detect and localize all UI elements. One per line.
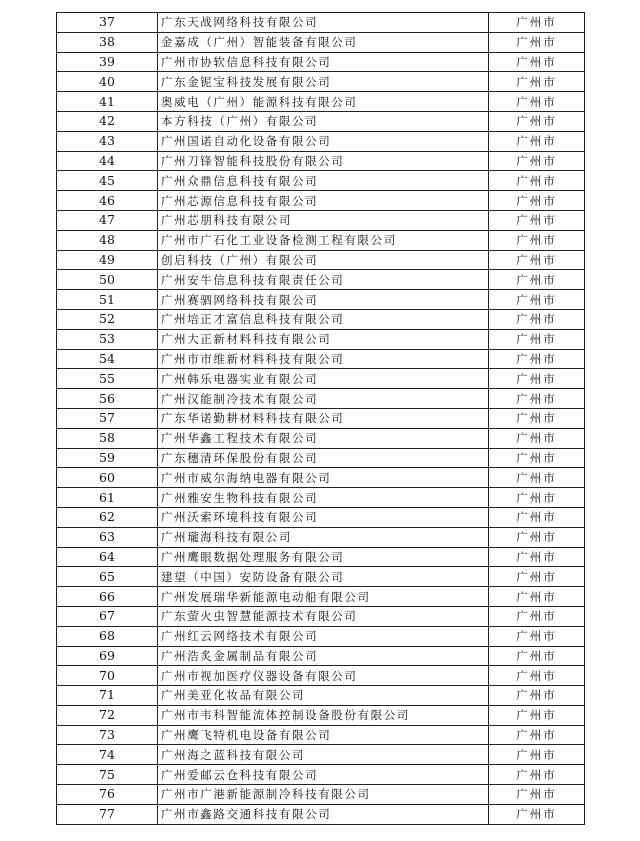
row-number: 61	[57, 488, 158, 508]
row-number: 43	[57, 131, 158, 151]
table-row	[57, 111, 585, 131]
company-name: 广州市视加医疗仪器设备有限公司	[158, 666, 489, 686]
row-number: 75	[57, 765, 158, 785]
table-row	[57, 745, 585, 765]
company-name: 广州芯朋科技有限公司	[158, 210, 489, 230]
company-name: 广州发展瑞华新能源电动船有限公司	[158, 587, 489, 607]
company-name: 本方科技（广州）有限公司	[158, 111, 489, 131]
city-name: 广州市	[489, 32, 585, 52]
table-row	[57, 290, 585, 310]
table-row	[57, 626, 585, 646]
city-name: 广州市	[489, 686, 585, 706]
city-name: 广州市	[489, 210, 585, 230]
company-name: 广州市韦科智能流体控制设备股份有限公司	[158, 705, 489, 725]
company-name: 广州芯源信息科技有限公司	[158, 191, 489, 211]
company-name: 广州沃索环境科技有限公司	[158, 507, 489, 527]
row-number: 44	[57, 151, 158, 171]
city-name: 广州市	[489, 270, 585, 290]
company-name: 广州刀锋智能科技股份有限公司	[158, 151, 489, 171]
table-row	[57, 92, 585, 112]
city-name: 广州市	[489, 389, 585, 409]
city-name: 广州市	[489, 309, 585, 329]
row-number: 73	[57, 725, 158, 745]
company-name: 广东天战网络科技有限公司	[158, 13, 489, 33]
company-name: 广州汉能制冷技术有限公司	[158, 389, 489, 409]
city-name: 广州市	[489, 290, 585, 310]
city-name: 广州市	[489, 507, 585, 527]
city-name: 广州市	[489, 527, 585, 547]
city-name: 广州市	[489, 547, 585, 567]
company-name: 广州众鼎信息科技有限公司	[158, 171, 489, 191]
table-row	[57, 72, 585, 92]
city-name: 广州市	[489, 666, 585, 686]
company-name: 广州市市维新材料科技有限公司	[158, 349, 489, 369]
row-number: 40	[57, 72, 158, 92]
city-name: 广州市	[489, 52, 585, 72]
company-name: 广州市广港新能源制冷科技有限公司	[158, 785, 489, 805]
city-name: 广州市	[489, 488, 585, 508]
company-name: 广州浩炙金属制品有限公司	[158, 646, 489, 666]
table-row	[57, 171, 585, 191]
table-row	[57, 488, 585, 508]
row-number: 41	[57, 92, 158, 112]
row-number: 51	[57, 290, 158, 310]
row-number: 77	[57, 804, 158, 824]
table-row	[57, 567, 585, 587]
city-name: 广州市	[489, 745, 585, 765]
table-row	[57, 468, 585, 488]
table-row	[57, 804, 585, 824]
row-number: 54	[57, 349, 158, 369]
row-number: 49	[57, 250, 158, 270]
row-number: 64	[57, 547, 158, 567]
table-row	[57, 32, 585, 52]
table-row	[57, 349, 585, 369]
company-name: 广州市协软信息科技有限公司	[158, 52, 489, 72]
city-name: 广州市	[489, 765, 585, 785]
table-row	[57, 705, 585, 725]
city-name: 广州市	[489, 250, 585, 270]
document-page	[56, 12, 584, 825]
company-name: 广东金铌宝科技发展有限公司	[158, 72, 489, 92]
table-row	[57, 389, 585, 409]
row-number: 52	[57, 309, 158, 329]
city-name: 广州市	[489, 468, 585, 488]
row-number: 70	[57, 666, 158, 686]
row-number: 67	[57, 606, 158, 626]
company-name: 建望（中国）安防设备有限公司	[158, 567, 489, 587]
table-row	[57, 210, 585, 230]
city-name: 广州市	[489, 567, 585, 587]
company-name: 广州海之蓝科技有限公司	[158, 745, 489, 765]
row-number: 53	[57, 329, 158, 349]
company-name: 广东华诺勤耕材料科技有限公司	[158, 408, 489, 428]
city-name: 广州市	[489, 329, 585, 349]
city-name: 广州市	[489, 448, 585, 468]
company-name: 金嘉成（广州）智能装备有限公司	[158, 32, 489, 52]
table-row	[57, 270, 585, 290]
city-name: 广州市	[489, 606, 585, 626]
table-row	[57, 428, 585, 448]
company-name: 奥威电（广州）能源科技有限公司	[158, 92, 489, 112]
company-name: 广州市鑫路交通科技有限公司	[158, 804, 489, 824]
row-number: 39	[57, 52, 158, 72]
city-name: 广州市	[489, 13, 585, 33]
company-list-body	[57, 13, 585, 825]
row-number: 68	[57, 626, 158, 646]
city-name: 广州市	[489, 804, 585, 824]
company-name: 广州鹰飞特机电设备有限公司	[158, 725, 489, 745]
row-number: 59	[57, 448, 158, 468]
table-row	[57, 448, 585, 468]
row-number: 47	[57, 210, 158, 230]
row-number: 71	[57, 686, 158, 706]
table-row	[57, 191, 585, 211]
company-name: 广州国诺自动化设备有限公司	[158, 131, 489, 151]
table-row	[57, 309, 585, 329]
row-number: 45	[57, 171, 158, 191]
city-name: 广州市	[489, 428, 585, 448]
city-name: 广州市	[489, 131, 585, 151]
row-number: 42	[57, 111, 158, 131]
table-row	[57, 52, 585, 72]
company-name: 广州鹰眼数据处理服务有限公司	[158, 547, 489, 567]
company-name: 广州市威尔海纳电器有限公司	[158, 468, 489, 488]
row-number: 46	[57, 191, 158, 211]
city-name: 广州市	[489, 92, 585, 112]
city-name: 广州市	[489, 171, 585, 191]
company-name: 广州雅安生物科技有限公司	[158, 488, 489, 508]
table-row	[57, 765, 585, 785]
city-name: 广州市	[489, 725, 585, 745]
table-row	[57, 230, 585, 250]
company-name: 广州培正才富信息科技有限公司	[158, 309, 489, 329]
row-number: 66	[57, 587, 158, 607]
row-number: 62	[57, 507, 158, 527]
table-row	[57, 547, 585, 567]
city-name: 广州市	[489, 646, 585, 666]
table-row	[57, 250, 585, 270]
company-name: 广东穗清环保股份有限公司	[158, 448, 489, 468]
company-name: 广州瓏海科技有限公司	[158, 527, 489, 547]
city-name: 广州市	[489, 408, 585, 428]
city-name: 广州市	[489, 785, 585, 805]
row-number: 37	[57, 13, 158, 33]
row-number: 38	[57, 32, 158, 52]
company-name: 广州美亚化妆品有限公司	[158, 686, 489, 706]
city-name: 广州市	[489, 151, 585, 171]
company-name: 广州市广石化工业设备检测工程有限公司	[158, 230, 489, 250]
row-number: 57	[57, 408, 158, 428]
company-name: 广州大正新材料科技有限公司	[158, 329, 489, 349]
table-row	[57, 131, 585, 151]
row-number: 69	[57, 646, 158, 666]
city-name: 广州市	[489, 349, 585, 369]
company-name: 广州华鑫工程技术有限公司	[158, 428, 489, 448]
city-name: 广州市	[489, 230, 585, 250]
table-row	[57, 646, 585, 666]
city-name: 广州市	[489, 626, 585, 646]
row-number: 65	[57, 567, 158, 587]
table-row	[57, 725, 585, 745]
company-name: 创启科技（广州）有限公司	[158, 250, 489, 270]
company-list-table	[56, 12, 585, 825]
city-name: 广州市	[489, 705, 585, 725]
row-number: 50	[57, 270, 158, 290]
table-row	[57, 13, 585, 33]
table-row	[57, 507, 585, 527]
row-number: 58	[57, 428, 158, 448]
row-number: 72	[57, 705, 158, 725]
table-row	[57, 408, 585, 428]
company-name: 广州爱邮云仓科技有限公司	[158, 765, 489, 785]
table-row	[57, 686, 585, 706]
table-row	[57, 369, 585, 389]
row-number: 48	[57, 230, 158, 250]
company-name: 广东萤火虫智慧能源技术有限公司	[158, 606, 489, 626]
table-row	[57, 606, 585, 626]
row-number: 76	[57, 785, 158, 805]
city-name: 广州市	[489, 191, 585, 211]
table-row	[57, 329, 585, 349]
table-row	[57, 666, 585, 686]
row-number: 60	[57, 468, 158, 488]
city-name: 广州市	[489, 587, 585, 607]
table-row	[57, 527, 585, 547]
row-number: 63	[57, 527, 158, 547]
table-row	[57, 587, 585, 607]
table-row	[57, 785, 585, 805]
row-number: 56	[57, 389, 158, 409]
city-name: 广州市	[489, 369, 585, 389]
city-name: 广州市	[489, 111, 585, 131]
table-row	[57, 151, 585, 171]
company-name: 广州红云网络技术有限公司	[158, 626, 489, 646]
city-name: 广州市	[489, 72, 585, 92]
row-number: 55	[57, 369, 158, 389]
company-name: 广州安牛信息科技有限责任公司	[158, 270, 489, 290]
company-name: 广州赛驷网络科技有限公司	[158, 290, 489, 310]
company-name: 广州韩乐电器实业有限公司	[158, 369, 489, 389]
row-number: 74	[57, 745, 158, 765]
